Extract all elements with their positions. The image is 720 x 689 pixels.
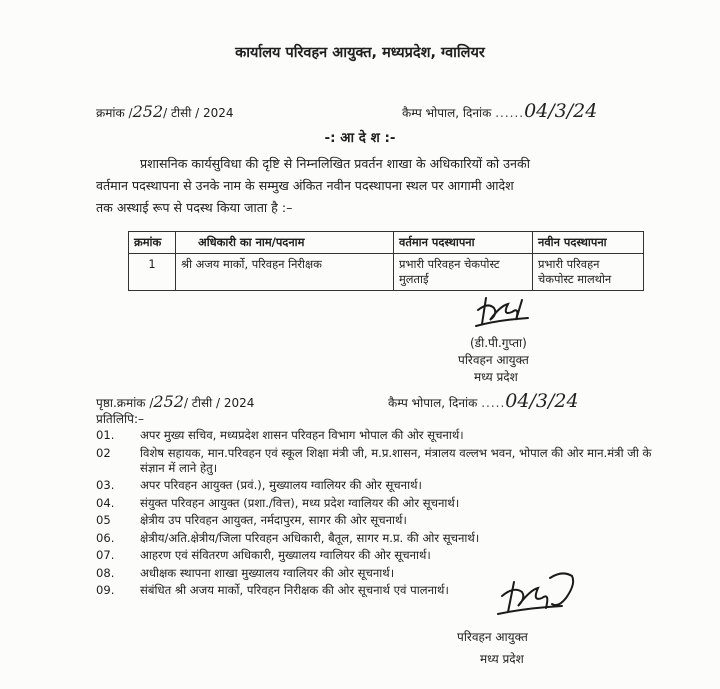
list-item-text: अधीक्षक स्थापना शाखा मुख्यालय ग्वालियर की ओर सूचनार्थ। [140,565,395,580]
column-header-new-posting: नवीन पदस्थापना [533,232,644,254]
signatory-name: (डी.पी.गुप्ता) [470,336,527,350]
order-body-line: प्रशासनिक कार्यसुविधा की दृष्टि से निम्नलिखित प्रवर्तन शाखा के अधिकारियों को उनकी [140,156,530,171]
order-date: 04/3/24 [524,100,598,122]
list-item-number: 09. [96,583,115,597]
column-header-sno: क्रमांक [129,232,176,254]
list-item-text: विशेष सहायक, मान.परिवहन एवं स्कूल शिक्षा मंत्री जी, म.प्र.शासन, मंत्रालय वल्लभ भवन, भोपाल की ओर मान.मंत्री जी के संज्ञान में लाने हेतु। [140,445,652,475]
cell-sno: 1 [129,254,176,291]
order-body-line: तक अस्थाई रूप से पदस्थ किया जाता है :– [96,200,293,215]
list-item-text: क्षेत्रीय उप परिवहन आयुक्त, नर्मदापुरम, सागर की ओर सूचनार्थ। [140,513,407,527]
table-row [129,254,644,291]
current-posting-line: मुलताई [399,272,429,286]
order-body-line: वर्तमान पदस्थापना से उनके नाम के सम्मुख अंकित नवीन पदस्थापना स्थल पर आगामी आदेश [96,178,514,193]
list-item-text: आहरण एवं संवितरण अधिकारी, मुख्यालय ग्वालियर की ओर सूचनार्थ। [140,548,431,562]
office-title: कार्यालय परिवहन आयुक्त, मध्यप्रदेश, ग्वालियर [235,45,485,61]
order-ref-prefix: क्रमांक / [96,106,133,120]
list-item [96,446,666,476]
current-posting-line: प्रभारी परिवहन चेकपोस्ट [399,257,500,271]
signature-image [468,290,538,338]
list-item [96,496,666,511]
list-item-number: 01. [96,428,115,442]
order-heading: -: आ दे श :- [324,130,396,146]
list-item-number: 05 [96,513,111,527]
list-item-text: अपर मुख्य सचिव, मध्यप्रदेश शासन परिवहन विभाग भोपाल की ओर सूचनार्थ। [140,428,464,442]
endorsement-date: 04/3/24 [505,390,579,412]
posting-table [128,231,644,291]
list-item [96,531,666,546]
order-place-date-label: कैम्प भोपाल, दिनांक [402,106,492,120]
signature-image [492,568,582,628]
list-item-text: अपर परिवहन आयुक्त (प्रवं.), मुख्यालय ग्वालियर की ओर सूचनार्थ। [140,478,422,492]
endorsement-ref-suffix: / टीसी / 2024 [183,396,255,410]
list-item-text: संयुक्त परिवहन आयुक्त (प्रशा./वित्त), मध्य प्रदेश ग्वालियर की ओर सूचनार्थ। [140,495,460,510]
list-item-number: 04. [96,495,115,510]
signatory-designation: परिवहन आयुक्त [457,630,528,644]
list-item-text: संबंधित श्री अजय मार्को, परिवहन निरीक्षक की ओर सूचनार्थ एवं पालनार्थ। [140,583,449,597]
list-item [96,548,666,563]
list-item-number: 02 [96,445,111,460]
list-item [96,428,666,443]
cell-officer-name: श्री अजय मार्को, परिवहन निरीक्षक [176,254,394,291]
list-item [96,513,666,528]
cell-current-posting [394,254,533,291]
list-item [96,478,666,493]
list-item-number: 07. [96,548,115,562]
order-place-date: कैम्प भोपाल, दिनांक ......04/3/24 [402,100,598,122]
new-posting-line: चेकपोस्ट मालथोन [538,272,612,286]
list-item-number: 03. [96,478,115,492]
endorsement-place-date-label: कैम्प भोपाल, दिनांक [388,396,478,410]
order-reference [96,102,234,121]
endorsement-place-date: कैम्प भोपाल, दिनांक .....04/3/24 [388,390,579,412]
signatory-designation: परिवहन आयुक्त [458,353,529,367]
order-ref-suffix: / टीसी / 2024 [163,106,234,120]
new-posting-line: प्रभारी परिवहन [538,257,600,271]
endorsement-ref-number: 252 [153,392,184,411]
endorsement-ref-prefix: पृष्ठा.क्रमांक / [96,396,154,410]
signatory-state: मध्य प्रदेश [474,370,518,384]
list-item-text: क्षेत्रीय/अति.क्षेत्रीय/जिला परिवहन अधिकारी, बैतूल, सागर म.प्र. की ओर सूचनार्थ। [140,530,480,545]
endorsement-reference [96,392,254,411]
column-header-officer: अधिकारी का नाम/पदनाम [176,232,394,254]
copy-to-label: प्रतिलिपि:– [96,412,144,426]
cell-new-posting [533,254,644,291]
order-ref-number: 252 [132,102,164,121]
order-body [96,153,641,219]
list-item-number: 08. [96,565,115,580]
column-header-current-posting: वर्तमान पदस्थापना [394,232,533,254]
list-item-number: 06. [96,530,115,545]
table-header-row [129,232,644,254]
signatory-state: मध्य प्रदेश [480,652,524,666]
